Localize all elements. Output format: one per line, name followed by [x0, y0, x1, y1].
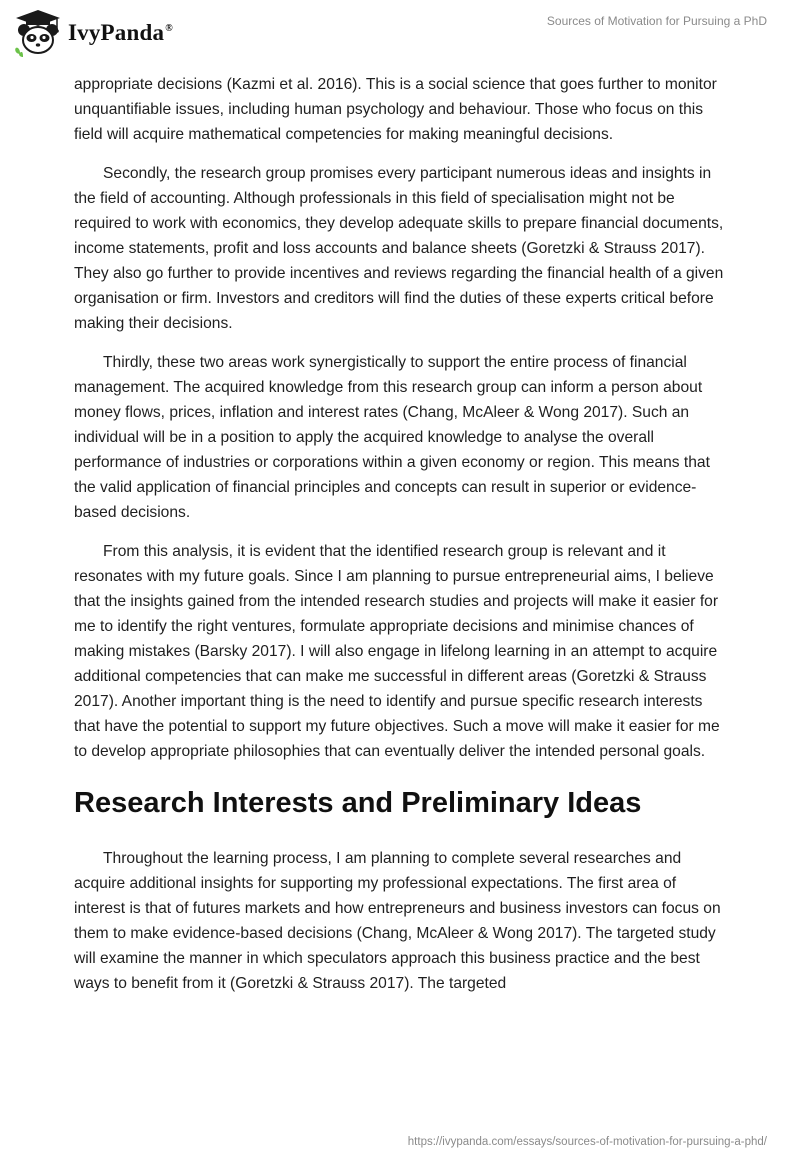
paragraph: Throughout the learning process, I am planning to complete several researches and acquire additional insights for supporting my professional expectations. The first area of interest is that of futures markets and how entrepreneurs and business investors can focus on them to make evidence-based decisions (Chang, McAleer & Wong 2017). The targeted study will examine the manner in which speculators approach this business practice and the best ways to benefit from it (Goretzki & Strauss 2017). The targeted: [74, 850, 721, 992]
brand-name: IvyPanda®: [68, 20, 173, 45]
panda-graduate-icon: [12, 8, 64, 58]
paragraph: From this analysis, it is evident that the identified research group is relevant and it resonates with my future goals. Since I am planning to pursue entrepreneurial aims, I believe that the insights gained from the intended research studies and projects will make it easier for me to identify the right ventures, formulate appropriate decisions and minimise chances of making mistakes (Barsky 2017). I will also engage in lifelong learning in an attempt to acquire additional competencies that can make me successful in different areas (Goretzki & Strauss 2017). Another important thing is the need to identify and pursue specific research interests that have the potential to support my future objectives. Such a move will make it easier for me to develop appropriate philosophies that can eventually deliver the intended personal goals.: [74, 543, 720, 760]
section-heading: Research Interests and Preliminary Ideas: [74, 787, 642, 819]
paragraph: Thirdly, these two areas work synergistically to support the entire process of financial management. The acquired knowledge from this research group can inform a person about money flows, prices, inflation and interest rates (Chang, McAleer & Wong 2017). Such an individual will be in a position to apply the acquired knowledge to analyse the overall performance of industries or corporations within a given economy or region. This means that the valid application of financial principles and concepts can result in superior or evidence-based decisions.: [74, 354, 710, 521]
paragraph: Secondly, the research group promises every participant numerous ideas and insights in the field of accounting. Although professionals in this field of specialisation might not be required to work with economics, they develop adequate skills to prepare financial documents, income statements, profit and loss accounts and balance sheets (Goretzki & Strauss 2017). They also go further to provide incentives and reviews regarding the financial health of a given organisation or firm. Investors and creditors will find the duties of these experts critical before making their decisions.: [74, 165, 724, 332]
essay-body: [74, 72, 726, 1010]
paragraph: appropriate decisions (Kazmi et al. 2016). This is a social science that goes further to monitor unquantifiable issues, including human psychology and behaviour. Those who focus on this field will acquire mathematical competencies for making meaningful decisions.: [74, 76, 717, 143]
source-url[interactable]: https://ivypanda.com/essays/sources-of-motivation-for-pursuing-a-phd/: [407, 1136, 767, 1148]
ivypanda-logo[interactable]: [12, 8, 173, 58]
document-title: Sources of Motivation for Pursuing a PhD: [546, 14, 767, 28]
page-header: [0, 0, 800, 70]
